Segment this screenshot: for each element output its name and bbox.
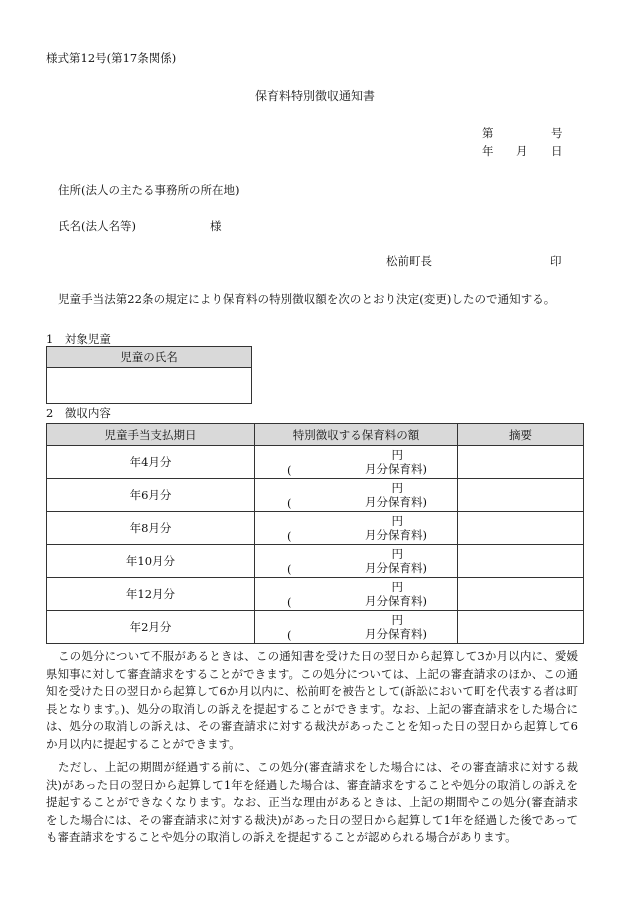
table-row [47,446,584,479]
yen-unit: 円 [391,613,403,627]
remarks-cell [458,578,584,611]
appeal-proviso-paragraph: ただし、上記の期間が経過する前に、この処分(審査請求をした場合には、その審査請求に対する裁決)があった日の翌日から起算して1年を経過した場合は、審査請求をすることや処分の取消しの訴えを提起することができなくなります。なお、正当な理由があるときは、上記の期間やこの処分(審査請求をした場合には、その審査請求に対する裁決)があった日の翌日から起算して1年を経過した後であっても審査請求をすることや処分の取消しの訴えを提起することが認められる場合があります。 [46,760,578,844]
yen-unit: 円 [391,580,403,594]
name-label: 氏名(法人名等) [58,219,136,233]
payment-period: 年4月分 [47,446,255,479]
paren-open: ( [287,628,292,642]
payment-period: 年6月分 [47,479,255,512]
month-part-label: 月分保育料) [365,462,427,476]
table-row [47,545,584,578]
column-header-remarks: 摘要 [458,424,584,446]
amount-cell [255,611,458,644]
date-year-label: 年 [482,144,494,158]
payment-period: 年10月分 [47,545,255,578]
month-part-label: 月分保育料) [365,528,427,542]
document-number-suffix: 号 [551,126,563,140]
month-part-label: 月分保育料) [365,594,427,608]
yen-unit: 円 [391,481,403,495]
address-label: 住所(法人の主たる事務所の所在地) [58,183,240,197]
paren-open: ( [287,529,292,543]
amount-cell [255,545,458,578]
date-month-label: 月 [516,144,528,158]
document-title: 保育料特別徴収通知書 [254,89,375,103]
amount-cell [255,578,458,611]
table-row [47,512,584,545]
remarks-cell [458,446,584,479]
honorific: 様 [210,219,222,233]
child-name-header: 児童の氏名 [47,347,252,368]
table-row [47,479,584,512]
remarks-cell [458,479,584,512]
paren-open: ( [287,562,292,576]
section2-heading: 2 徴収内容 [46,406,111,420]
seal-mark: 印 [550,254,562,268]
notice-text: 児童手当法第22条の規定により保育料の特別徴収額を次のとおり決定(変更)したので通知する。 [58,292,556,306]
issuer-name: 松前町長 [386,254,432,268]
month-part-label: 月分保育料) [365,561,427,575]
payment-period: 年2月分 [47,611,255,644]
yen-unit: 円 [391,448,403,462]
collection-table [46,423,584,644]
column-header-amount: 特別徴収する保育料の額 [255,424,458,446]
appeal-notice-paragraph: この処分について不服があるときは、この通知書を受けた日の翌日から起算して3か月以内に、愛媛県知事に対して審査請求をすることができます。この処分については、上記の審査請求のほか、この通知を受けた日の翌日から起算して6か月以内に、松前町を被告として(訴訟において町を代表する者は町長となります。)、処分の取消しの訴えを提起することができます。なお、上記の審査請求をした場合には、処分の取消しの訴えは、その審査請求に対する裁決があったことを知った日の翌日から起算して6か月以内に提起することができます。 [46,649,578,751]
section1-heading: 1 対象児童 [46,332,111,346]
remarks-cell [458,611,584,644]
payment-period: 年8月分 [47,512,255,545]
paren-open: ( [287,463,292,477]
form-number: 様式第12号(第17条関係) [46,51,177,65]
column-header-payment-date: 児童手当支払期日 [47,424,255,446]
child-name-cell [47,368,252,404]
month-part-label: 月分保育料) [365,627,427,641]
table-row [47,611,584,644]
amount-cell [255,512,458,545]
remarks-cell [458,545,584,578]
document-number-prefix: 第 [482,126,494,140]
remarks-cell [458,512,584,545]
paren-open: ( [287,496,292,510]
month-part-label: 月分保育料) [365,495,427,509]
table-row [47,578,584,611]
yen-unit: 円 [391,547,403,561]
paren-open: ( [287,595,292,609]
amount-cell [255,446,458,479]
yen-unit: 円 [391,514,403,528]
amount-cell [255,479,458,512]
payment-period: 年12月分 [47,578,255,611]
date-day-label: 日 [551,144,563,158]
child-name-table [46,346,252,404]
